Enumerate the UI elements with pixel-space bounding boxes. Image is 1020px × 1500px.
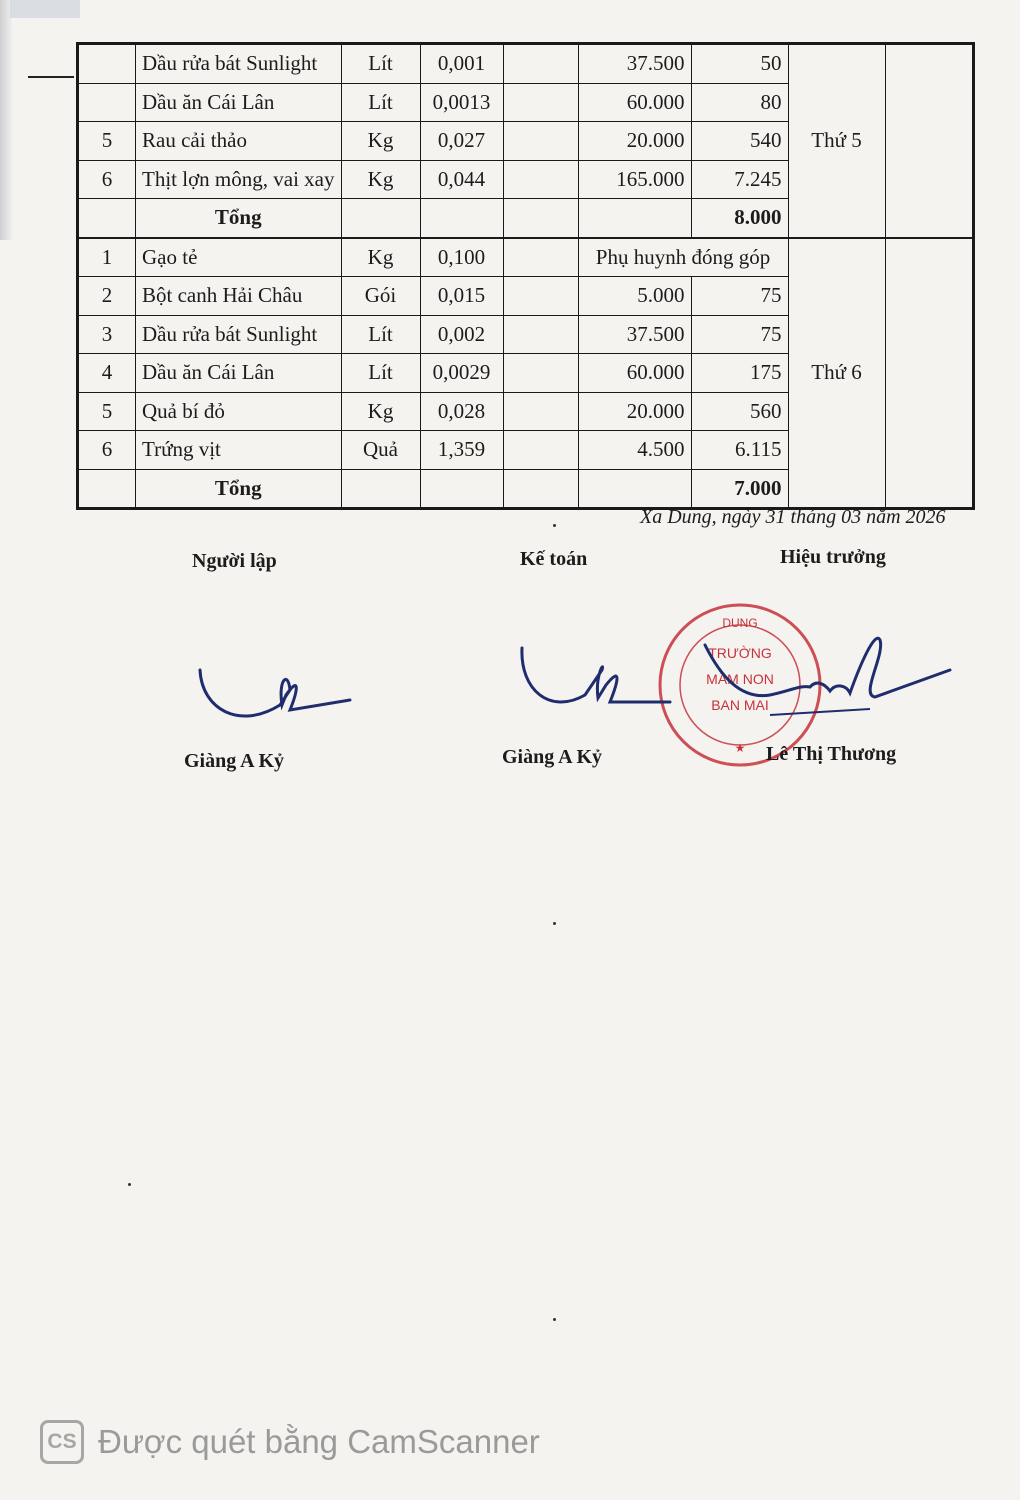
item-name: Quả bí đỏ: [136, 392, 342, 431]
item-name: Thịt lợn mông, vai xay: [136, 160, 342, 199]
item-amount: 80: [691, 83, 788, 122]
speck: [128, 1183, 131, 1186]
item-amount: 50: [691, 44, 788, 84]
principal-name: Lê Thị Thương: [766, 743, 897, 765]
speck: [553, 1318, 556, 1321]
item-quantity: 0,028: [420, 392, 503, 431]
stamp-line-2: MẦM NON: [706, 671, 774, 687]
row-number: 5: [78, 392, 136, 431]
item-amount: 540: [691, 122, 788, 161]
accountant-title: Kế toán: [520, 548, 588, 570]
unit-price: 4.500: [578, 431, 691, 470]
item-unit: Kg: [341, 238, 420, 277]
item-name: Dầu ăn Cái Lân: [136, 354, 342, 393]
principal-signature: [700, 625, 960, 725]
item-name: Gạo tẻ: [136, 238, 342, 277]
item-unit: Lít: [341, 44, 420, 84]
item-amount: 560: [691, 392, 788, 431]
empty-cell: [503, 469, 578, 509]
unit-price: 20.000: [578, 392, 691, 431]
total-label: Tổng: [136, 199, 342, 238]
scan-smudge: [10, 0, 80, 18]
empty-cell: [503, 238, 578, 277]
item-amount: 175: [691, 354, 788, 393]
item-quantity: 0,015: [420, 277, 503, 316]
empty-cell: [885, 238, 973, 509]
page-fold-shadow: [0, 0, 12, 240]
unit-price: 20.000: [578, 122, 691, 161]
unit-price: 60.000: [578, 83, 691, 122]
speck: [553, 922, 556, 925]
total-label: Tổng: [136, 469, 342, 509]
row-number: 6: [78, 431, 136, 470]
row-number: 2: [78, 277, 136, 316]
item-unit: Quả: [341, 431, 420, 470]
empty-cell: [578, 199, 691, 238]
empty-cell: [503, 199, 578, 238]
stamp-line-3: BAN MAI: [711, 697, 769, 713]
total-amount: 8.000: [691, 199, 788, 238]
unit-price: 37.500: [578, 315, 691, 354]
item-name: Dầu rửa bát Sunlight: [136, 44, 342, 84]
item-name: Bột canh Hải Châu: [136, 277, 342, 316]
row-number: 4: [78, 354, 136, 393]
empty-cell: [341, 199, 420, 238]
ingredient-cost-table: [76, 42, 975, 510]
preparer-title: Người lập: [192, 550, 277, 572]
item-name: Dầu rửa bát Sunlight: [136, 315, 342, 354]
empty-cell: [503, 354, 578, 393]
empty-cell: [341, 469, 420, 509]
item-quantity: 0,0013: [420, 83, 503, 122]
item-quantity: 1,359: [420, 431, 503, 470]
item-unit: Lít: [341, 83, 420, 122]
empty-cell: [578, 469, 691, 509]
item-unit: Kg: [341, 122, 420, 161]
unit-price: 165.000: [578, 160, 691, 199]
stamp-line-1: TRƯỜNG: [708, 645, 772, 661]
empty-cell: [420, 199, 503, 238]
item-unit: Lít: [341, 354, 420, 393]
camscanner-logo-icon: CS: [40, 1420, 84, 1464]
accountant-signature: [510, 640, 680, 720]
contribution-note: Phụ huynh đóng góp: [578, 238, 788, 277]
empty-cell: [503, 83, 578, 122]
preparer-signature: [190, 650, 360, 730]
item-quantity: 0,044: [420, 160, 503, 199]
item-amount: 6.115: [691, 431, 788, 470]
unit-price: 5.000: [578, 277, 691, 316]
table-body: [78, 44, 974, 509]
item-amount: 75: [691, 315, 788, 354]
unit-price: 60.000: [578, 354, 691, 393]
stamp-star: ★: [734, 741, 746, 755]
table-row: [78, 44, 974, 84]
row-number: 3: [78, 315, 136, 354]
item-quantity: 0,027: [420, 122, 503, 161]
item-amount: 75: [691, 277, 788, 316]
item-name: Rau cải thảo: [136, 122, 342, 161]
date-line: Xa Dung, ngày 31 tháng 03 năm 2026: [640, 506, 946, 528]
day-label: Thứ 6: [788, 238, 885, 509]
empty-cell: [503, 160, 578, 199]
row-number: 5: [78, 122, 136, 161]
total-amount: 7.000: [691, 469, 788, 509]
empty-cell: [503, 431, 578, 470]
empty-cell: [78, 199, 136, 238]
item-unit: Kg: [341, 160, 420, 199]
empty-cell: [420, 469, 503, 509]
empty-cell: [503, 315, 578, 354]
speck: [553, 524, 556, 527]
item-name: Dầu ăn Cái Lân: [136, 83, 342, 122]
row-number: 6: [78, 160, 136, 199]
unit-price: 37.500: [578, 44, 691, 84]
accountant-name: Giàng A Kỷ: [502, 746, 603, 768]
item-unit: Lít: [341, 315, 420, 354]
row-number: 1: [78, 238, 136, 277]
empty-cell: [78, 469, 136, 509]
camscanner-watermark: [40, 1418, 540, 1466]
item-unit: Gói: [341, 277, 420, 316]
table-row: [78, 238, 974, 277]
empty-cell: [885, 44, 973, 238]
item-quantity: 0,002: [420, 315, 503, 354]
day-label: Thứ 5: [788, 44, 885, 238]
item-unit: Kg: [341, 392, 420, 431]
item-quantity: 0,0029: [420, 354, 503, 393]
empty-cell: [503, 392, 578, 431]
empty-cell: [503, 44, 578, 84]
row-number: [78, 83, 136, 122]
empty-cell: [503, 277, 578, 316]
item-quantity: 0,100: [420, 238, 503, 277]
stamp-top-text: DUNG: [722, 616, 758, 630]
empty-cell: [503, 122, 578, 161]
item-quantity: 0,001: [420, 44, 503, 84]
principal-title: Hiệu trưởng: [780, 546, 886, 568]
preparer-name: Giàng A Kỷ: [184, 750, 285, 772]
item-amount: 7.245: [691, 160, 788, 199]
margin-mark: [28, 76, 74, 78]
row-number: [78, 44, 136, 84]
watermark-text: Được quét bằng CamScanner: [98, 1423, 540, 1460]
item-name: Trứng vịt: [136, 431, 342, 470]
